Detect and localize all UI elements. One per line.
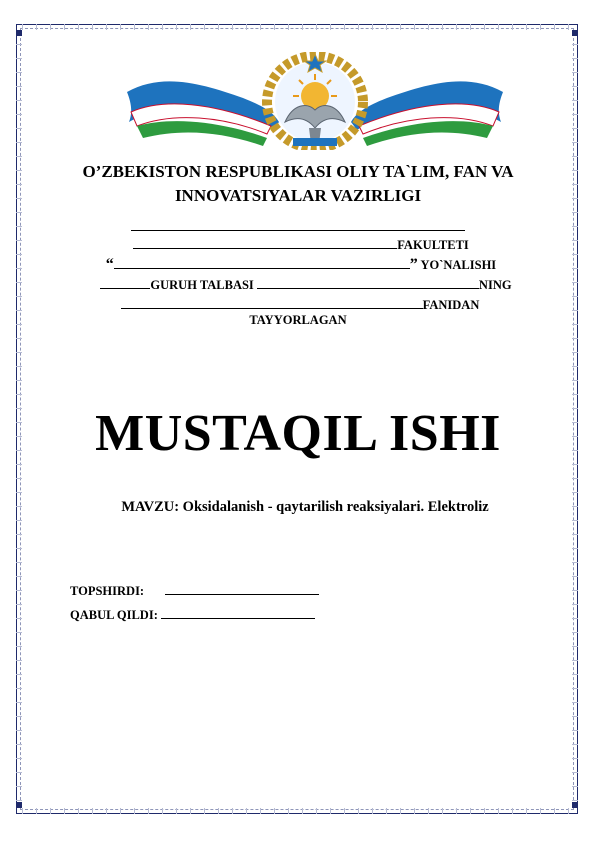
accepted-blank <box>161 606 315 619</box>
border-corner <box>572 30 578 36</box>
submitted-row <box>70 582 319 599</box>
ning-label: NING <box>478 278 512 292</box>
subject-line <box>2 296 596 313</box>
submitted-blank <box>165 582 319 595</box>
border-corner <box>16 802 22 808</box>
blank-field <box>131 218 465 231</box>
submitted-label: TOPSHIRDI: <box>70 584 145 598</box>
state-emblem <box>123 52 507 150</box>
prepared-label: TAYYORLAGAN <box>249 313 347 327</box>
subject-blank <box>121 296 423 309</box>
direction-label: YO`NALISHI <box>420 258 497 272</box>
border-corner <box>572 802 578 808</box>
accepted-row <box>70 606 315 623</box>
border-ornament-top <box>22 24 572 30</box>
student-name-blank <box>257 276 479 289</box>
ministry-line-1: O’ZBEKISTON RESPUBLIKASI OLIY TA`LIM, FAN VA <box>82 162 514 181</box>
institution-blank-line <box>0 218 596 235</box>
faculty-label: FAKULTETI <box>397 238 469 252</box>
group-blank <box>100 276 150 289</box>
faculty-line <box>3 236 596 253</box>
accepted-label: QABUL QILDI: <box>70 608 158 622</box>
ministry-line-2: INNOVATSIYALAR VAZIRLIGI <box>174 186 422 205</box>
group-line <box>8 276 596 293</box>
subject-label: FANIDAN <box>422 298 480 312</box>
topic-line: MAVZU: Oksidalanish - qaytarilish reaksiyalari. Elektroliz <box>121 499 489 515</box>
close-quote: ” <box>409 256 418 273</box>
direction-line <box>3 256 596 274</box>
border-ornament-bottom <box>22 808 572 814</box>
open-quote: “ <box>105 256 114 273</box>
faculty-blank <box>133 236 397 249</box>
border-corner <box>16 30 22 36</box>
document-title: MUSTAQIL ISHI <box>95 405 501 462</box>
group-label: GURUH TALBASI <box>150 278 254 292</box>
direction-blank <box>114 256 410 269</box>
